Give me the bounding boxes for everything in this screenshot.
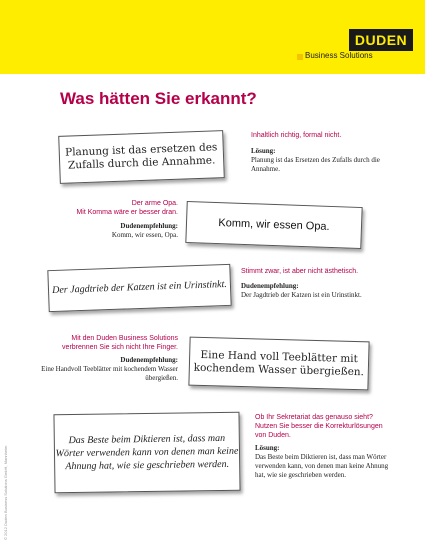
example-card-4 bbox=[188, 337, 369, 391]
note-5-comment-1: Ob Ihr Sekretariat das genauso sieht? bbox=[255, 414, 373, 421]
example-card-2 bbox=[185, 201, 362, 249]
note-2-comment-1: Der arme Opa. bbox=[131, 200, 178, 207]
example-card-2-text: Komm, wir essen Opa. bbox=[218, 217, 330, 233]
example-card-4-text: Eine Hand voll Teeblätter mit kochendem Wasser übergießen. bbox=[193, 348, 365, 378]
note-4-label: Dudenempfehlung: bbox=[120, 356, 178, 364]
note-4-comment-2: verbrennen Sie sich nicht Ihre Finger. bbox=[62, 344, 178, 351]
example-card-1 bbox=[58, 130, 225, 184]
note-1 bbox=[251, 131, 401, 174]
note-2-label: Dudenempfehlung: bbox=[120, 222, 178, 230]
brand-subtitle: Business Solutions bbox=[305, 51, 373, 60]
note-4-text: Eine Handvoll Teeblätter mit kochendem Wasser übergießen. bbox=[41, 365, 178, 382]
copyright-footer bbox=[3, 430, 11, 540]
note-1-label: Lösung: bbox=[251, 147, 276, 155]
note-5-comment-2: Nutzen Sie besser die Korrekturlösungen von Duden. bbox=[255, 423, 383, 439]
note-3-comment: Stimmt zwar, ist aber nicht ästhetisch. bbox=[241, 268, 359, 275]
example-card-3-text: Der Jagdtrieb der Katzen ist ein Urinstinkt. bbox=[51, 278, 227, 297]
note-5-label: Lösung: bbox=[255, 444, 280, 452]
example-card-1-text: Planung ist das ersetzen des Zufalls durch die Annahme. bbox=[64, 141, 218, 172]
example-card-5 bbox=[53, 412, 240, 494]
note-5 bbox=[255, 413, 395, 480]
note-4 bbox=[40, 334, 178, 383]
note-4-comment-1: Mit den Duden Business Solutions bbox=[71, 335, 178, 342]
brand-square-icon bbox=[297, 54, 303, 60]
page-title: Was hätten Sie erkannt? bbox=[60, 89, 257, 108]
copyright-text: © 2012 Duden Business Solutions GmbH, Mannheim bbox=[3, 445, 8, 540]
note-2-comment-2: Mit Komma wäre er besser dran. bbox=[76, 209, 178, 216]
note-5-text: Das Beste beim Diktieren ist, dass man Wörter verwenden kann, von denen man keine Ahnung hat, wie sie geschrieben werden. bbox=[255, 453, 389, 479]
note-1-text: Planung ist das Ersetzen des Zufalls durch die Annahme. bbox=[251, 156, 380, 173]
note-1-comment: Inhaltlich richtig, formal nicht. bbox=[251, 132, 342, 139]
note-3-text: Der Jagdtrieb der Katzen ist ein Urinstinkt. bbox=[241, 291, 362, 299]
example-card-5-text: Das Beste beim Diktieren ist, dass man Wörter verwenden kann von denen man keine Ahnung hat, wie sie geschrieben werden. bbox=[55, 432, 239, 473]
example-card-3 bbox=[47, 264, 231, 312]
note-3-label: Dudenempfehlung: bbox=[241, 282, 299, 290]
note-2-text: Komm, wir essen, Opa. bbox=[111, 231, 178, 239]
note-3 bbox=[241, 267, 371, 300]
note-2 bbox=[60, 199, 178, 240]
duden-logo: DUDEN bbox=[349, 29, 413, 51]
